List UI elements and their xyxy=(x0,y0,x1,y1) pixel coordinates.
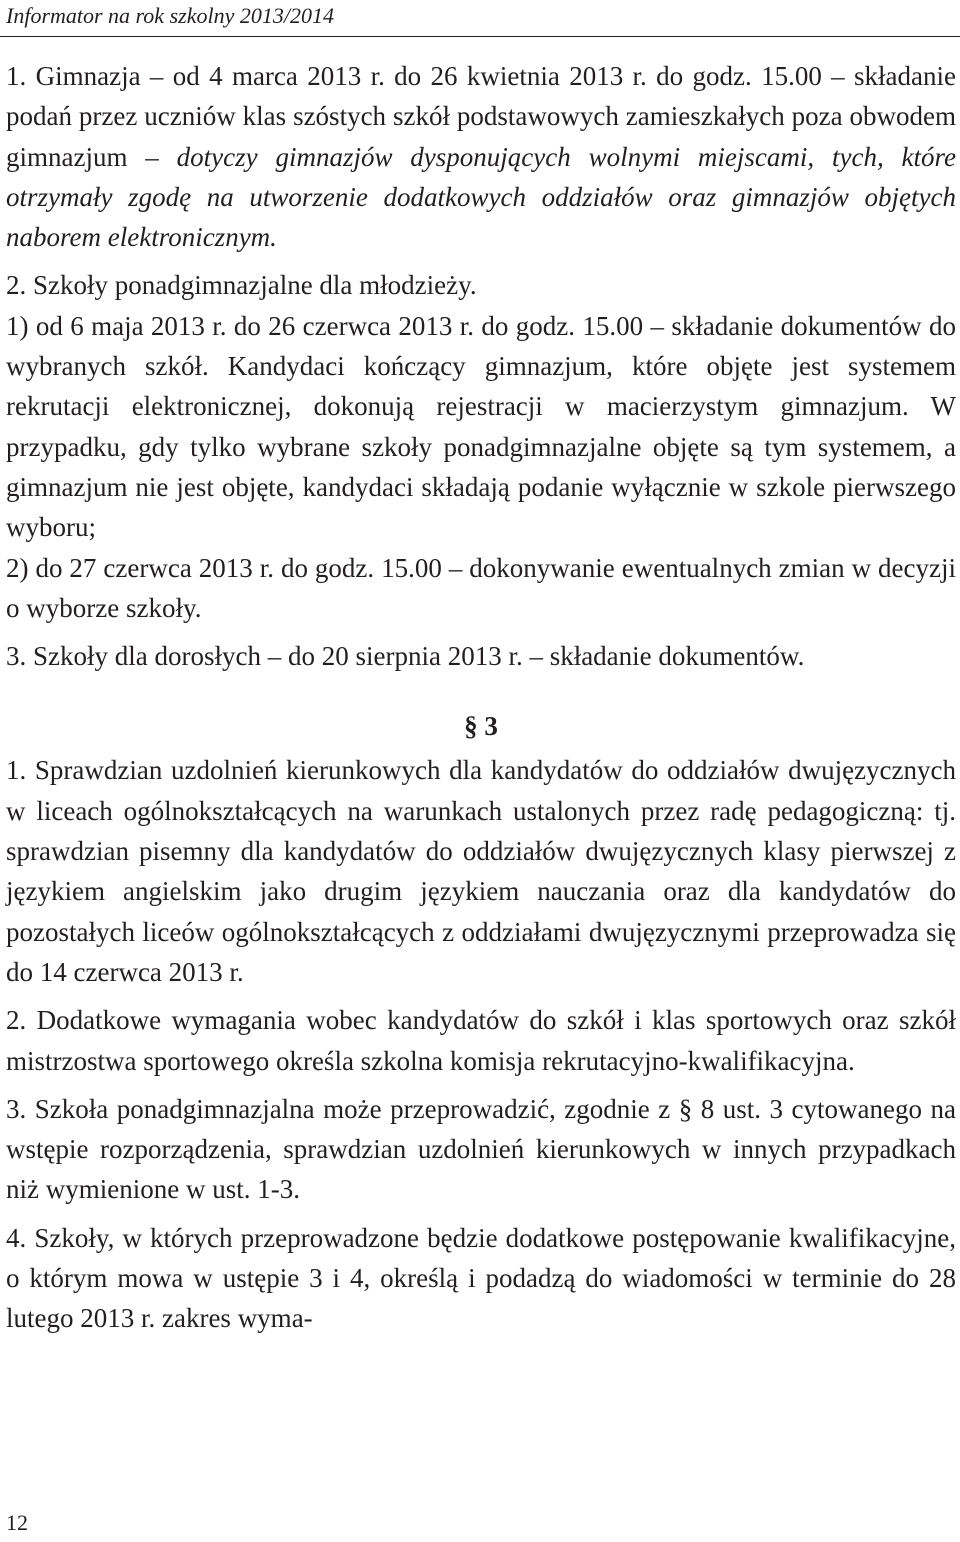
paragraph-gimnazja xyxy=(6,56,956,257)
section-paragraph-4: 4. Szkoły, w których przeprowadzone będzie dodatkowe postępowanie kwalifikacyjne, o którym mowa w ustępie 3 i 4, określą i podadzą do wiadomości w terminie do 28 lutego 2013 r. zakres wyma- xyxy=(6,1222,956,1334)
section-paragraph-3: 3. Szkoła ponadgimnazjalna może przeprowadzić, zgodnie z § 8 ust. 3 cytowanego na wstępie rozporządzenia, sprawdzian uzdolnień kierunkowych w innych przypadkach niż wymienione w ust. 1-3. xyxy=(6,1093,956,1205)
section-paragraph-1: 1. Sprawdzian uzdolnień kierunkowych dla kandydatów do oddziałów dwujęzycznych w liceach ogólnokształcących na warunkach ustalonych przez radę pedagogiczną: tj. sprawdzian pisemny dla kandydatów do oddziałów dwujęzycznych klasy pierwszej z językiem angielskim jako drugim językiem nauczania oraz dla kandydatów do pozostałych liceów ogólnokształcących z oddziałami dwujęzycznymi przeprowadza się do 14 czerwca 2013 r. xyxy=(6,755,956,987)
running-header: Informator na rok szkolny 2013/2014 xyxy=(6,3,334,28)
paragraph-gimnazja-text: 1. Gimnazja – od 4 marca 2013 r. do 26 kwietnia 2013 r. do godz. 15.00 – składanie podań przez uczniów klas szóstych szkół podstawowych zamieszkałych poza obwodem gimnazjum – xyxy=(6,61,956,172)
page-number: 12 xyxy=(6,1510,28,1535)
document-body xyxy=(6,56,956,1339)
paragraph-item-2: 2) do 27 czerwca 2013 r. do godz. 15.00 – dokonywanie ewentualnych zmian w decyzji o wyborze szkoły. xyxy=(6,552,956,623)
paragraph-gimnazja-italic: dotyczy gimnazjów dysponujących wolnymi miejscami, tych, które otrzymały zgodę na utworzenie dodatkowych oddziałów oraz gimnazjów objętych naborem elektronicznym. xyxy=(6,141,956,253)
paragraph-dorosli: 3. Szkoły dla dorosłych – do 20 sierpnia 2013 r. – składanie dokumentów. xyxy=(6,641,805,672)
section-paragraph-2: 2. Dodatkowe wymagania wobec kandydatów do szkół i klas sportowych oraz szkół mistrzostwa sportowego określa szkolna komisja rekrutacyjno-kwalifikacyjna. xyxy=(6,1005,956,1076)
paragraph-ponadgimnazjalne: 2. Szkoły ponadgimnazjalne dla młodzieży. xyxy=(6,270,477,301)
header-rule xyxy=(0,36,960,37)
section-heading: § 3 xyxy=(464,711,498,742)
paragraph-item-1: 1) od 6 maja 2013 r. do 26 czerwca 2013 r. do godz. 15.00 – składanie dokumentów do wybranych szkół. Kandydaci kończący gimnazjum, które objęte jest systemem rekrutacji elektronicznej, dokonują rejestracji w macierzystym gimnazjum. W przypadku, gdy tylko wybrane szkoły ponadgimnazjalne objęte są tym systemem, a gimnazjum nie jest objęte, kandydaci składają podanie wyłącznie w szkole pierwszego wyboru; xyxy=(6,310,956,543)
